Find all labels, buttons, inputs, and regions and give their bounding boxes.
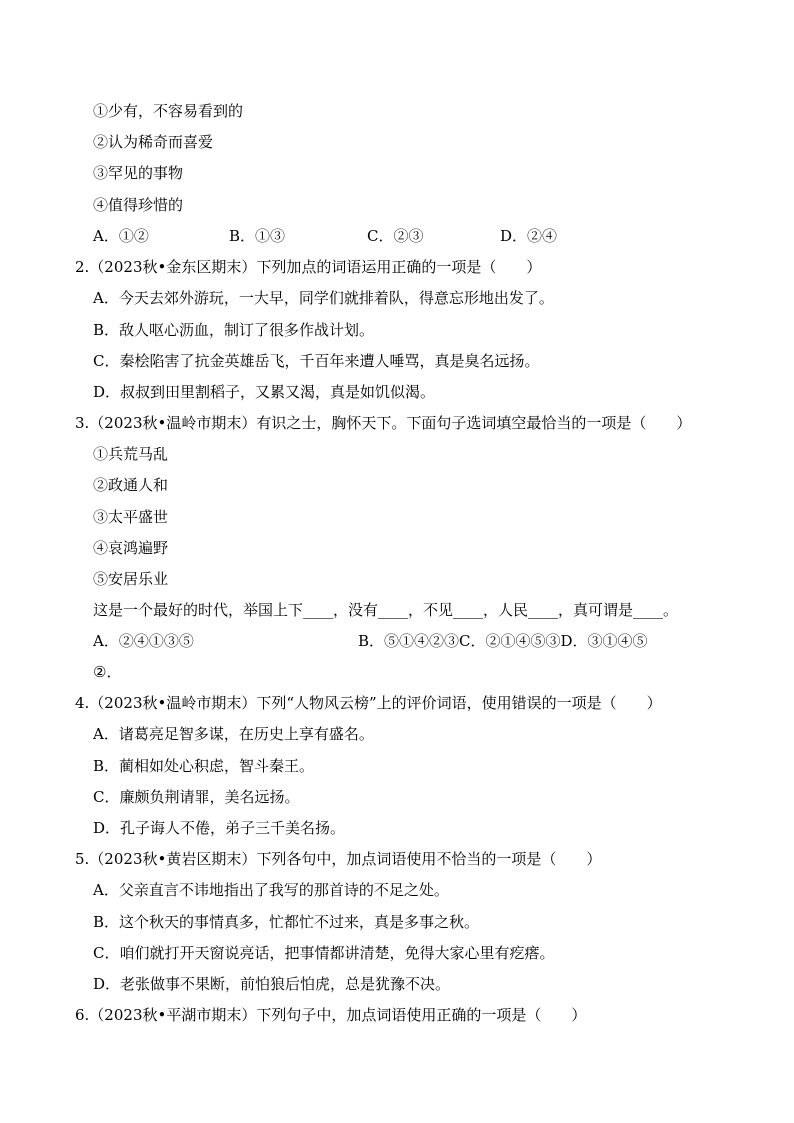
q2-option-a: A．今天去郊外游玩，一大早，同学们就排着队，得意忘形地出发了。 <box>93 289 554 307</box>
q4-option-b: B．蔺相如处心积虑，智斗秦王。 <box>93 757 315 775</box>
q5-option-b: B．这个秋天的事情真多，忙都忙不过来，真是多事之秋。 <box>93 913 480 931</box>
q6-stem: 6.（2023秋•平湖市期末）下列句子中，加点词语使用正确的一项是（ ） <box>75 1006 587 1024</box>
q3-option-wrap: ②． <box>93 663 122 681</box>
q5-stem: 5.（2023秋•黄岩区期末）下列各句中，加点词语使用不恰当的一项是（ ） <box>75 850 602 868</box>
q3-item-4: ④哀鸿遍野 <box>93 539 169 557</box>
q3-item-2: ②政通人和 <box>93 476 169 494</box>
q5-option-d: D．老张做事不果断，前怕狼后怕虎，总是犹豫不决。 <box>93 975 451 993</box>
q5-option-c: C．咱们就打开天窗说亮话，把事情都讲清楚，免得大家心里有疙瘩。 <box>93 944 555 962</box>
q2-stem: 2.（2023秋•金东区期末）下列加点的词语运用正确的一项是（ ） <box>75 258 542 276</box>
q1-item-2: ②认为稀奇而喜爱 <box>93 133 214 151</box>
q3-option-a: A．②④①③⑤ <box>93 632 194 650</box>
q1-option-c: C．②③ <box>367 227 424 245</box>
q1-option-b: B．①③ <box>229 227 286 245</box>
q3-sentence: 这是一个最好的时代，举国上下____，没有____，不见____，人民____，真可谓是____。 <box>93 601 679 619</box>
q5-option-a: A．父亲直言不讳地指出了我写的那首诗的不足之处。 <box>93 881 449 899</box>
q3-option-bcd: B．⑤①④②③C．②①④⑤③D．③①④⑤ <box>358 632 648 650</box>
q1-option-a: A．①② <box>93 227 149 245</box>
q4-option-d: D．孔子诲人不倦，弟子三千美名扬。 <box>93 819 346 837</box>
q3-item-3: ③太平盛世 <box>93 508 169 526</box>
q3-item-5: ⑤安居乐业 <box>93 570 169 588</box>
q4-stem: 4.（2023秋•温岭市期末）下列“人物风云榜”上的评价词语，使用错误的一项是（ ） <box>75 694 662 712</box>
q2-option-d: D．叔叔到田里割稻子，又累又渴，真是如饥似渴。 <box>93 383 436 401</box>
q2-option-b: B．敌人呕心沥血，制订了很多作战计划。 <box>93 321 375 339</box>
q4-option-a: A．诸葛亮足智多谋，在历史上享有盛名。 <box>93 725 374 743</box>
q1-option-d: D．②④ <box>500 227 558 245</box>
q3-item-1: ①兵荒马乱 <box>93 445 169 463</box>
q3-stem: 3.（2023秋•温岭市期末）有识之士，胸怀天下。下面句子选词填空最恰当的一项是（ ） <box>75 414 692 432</box>
q1-item-3: ③罕见的事物 <box>93 164 184 182</box>
q1-item-4: ④值得珍惜的 <box>93 196 184 214</box>
q1-item-1: ①少有，不容易看到的 <box>93 102 244 120</box>
q2-option-c: C．秦桧陷害了抗金英雄岳飞，千百年来遭人唾骂，真是臭名远扬。 <box>93 352 540 370</box>
q4-option-c: C．廉颇负荆请罪，美名远扬。 <box>93 788 300 806</box>
